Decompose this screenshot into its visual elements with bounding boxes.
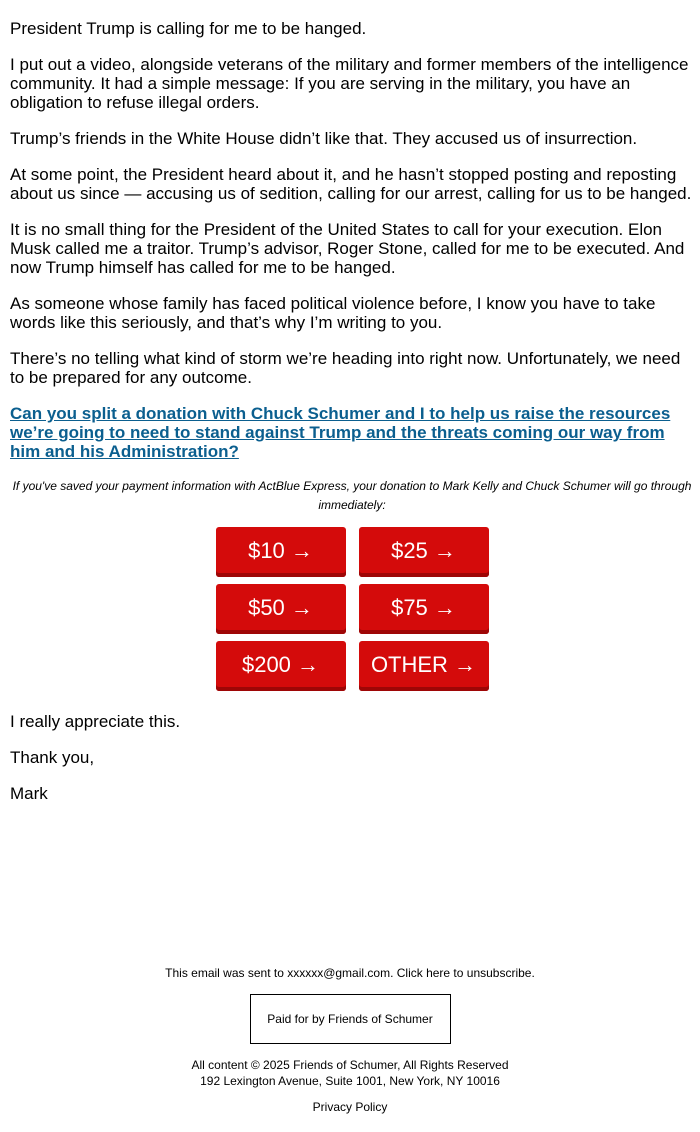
donate-50-button[interactable]: $50 → (216, 584, 346, 634)
paragraph-5: It is no small thing for the President of the United States to call for your execution. Elon Musk called me a traitor. Trump’s advisor, Roger Stone, called for me to be executed. And now Trump himself has called for me to be hanged. (10, 220, 685, 277)
sent-to-line (0, 965, 700, 981)
recipient-email: xxxxxx@gmail.com (287, 966, 391, 980)
donate-other-button[interactable]: OTHER → (359, 641, 489, 691)
address-line: 192 Lexington Avenue, Suite 1001, New York, NY 10016 (200, 1074, 500, 1088)
sent-to-separator: . (390, 966, 397, 980)
paragraph-6: As someone whose family has faced political violence before, I know you have to take words like this seriously, and that’s why I’m writing to you. (10, 294, 656, 332)
paid-for-box (250, 994, 451, 1044)
donation-cta-link[interactable]: Can you split a donation with Chuck Schumer and I to help us raise the resources we’re going to need to stand against Trump and the threats coming our way from him and his Administration? (10, 404, 671, 461)
sent-to-prefix: This email was sent to (165, 966, 288, 980)
closing-thanks: Thank you, (10, 748, 95, 767)
unsubscribe-link[interactable]: Click here to unsubscribe. (396, 966, 535, 980)
paragraph-3: Trump’s friends in the White House didn’t like that. They accused us of insurrection. (10, 129, 638, 148)
donate-75-button[interactable]: $75 → (359, 584, 489, 634)
copyright-line: All content © 2025 Friends of Schumer, All Rights Reserved (191, 1058, 509, 1072)
signature: Mark (10, 784, 48, 803)
paragraph-2: I put out a video, alongside veterans of the military and former members of the intelligence community. It had a simple message: If you are serving in the military, you have an obligation to refuse illegal orders. (10, 55, 689, 112)
paragraph-4: At some point, the President heard about it, and he hasn’t stopped posting and reposting about us since — accusing us of sedition, calling for our arrest, calling for us to be hanged. (10, 165, 692, 203)
donation-button-grid (216, 527, 489, 691)
donate-25-button[interactable]: $25 → (359, 527, 489, 577)
donate-200-button[interactable]: $200 → (216, 641, 346, 691)
donate-10-button[interactable]: $10 → (216, 527, 346, 577)
closing-block (10, 712, 694, 803)
email-body (10, 19, 694, 820)
email-footer (0, 965, 700, 1115)
paragraph-7: There’s no telling what kind of storm we’re heading into right now. Unfortunately, we need to be prepared for any outcome. (10, 349, 681, 387)
paragraph-1: President Trump is calling for me to be hanged. (10, 19, 367, 38)
closing-appreciation: I really appreciate this. (10, 712, 181, 731)
paid-for-text: Paid for by Friends of Schumer (267, 1012, 433, 1026)
privacy-policy-link[interactable]: Privacy Policy (312, 1100, 388, 1114)
actblue-express-note: If you've saved your payment information with ActBlue Express, your donation to Mark Kelly and Chuck Schumer will go through immediately: (12, 479, 692, 512)
